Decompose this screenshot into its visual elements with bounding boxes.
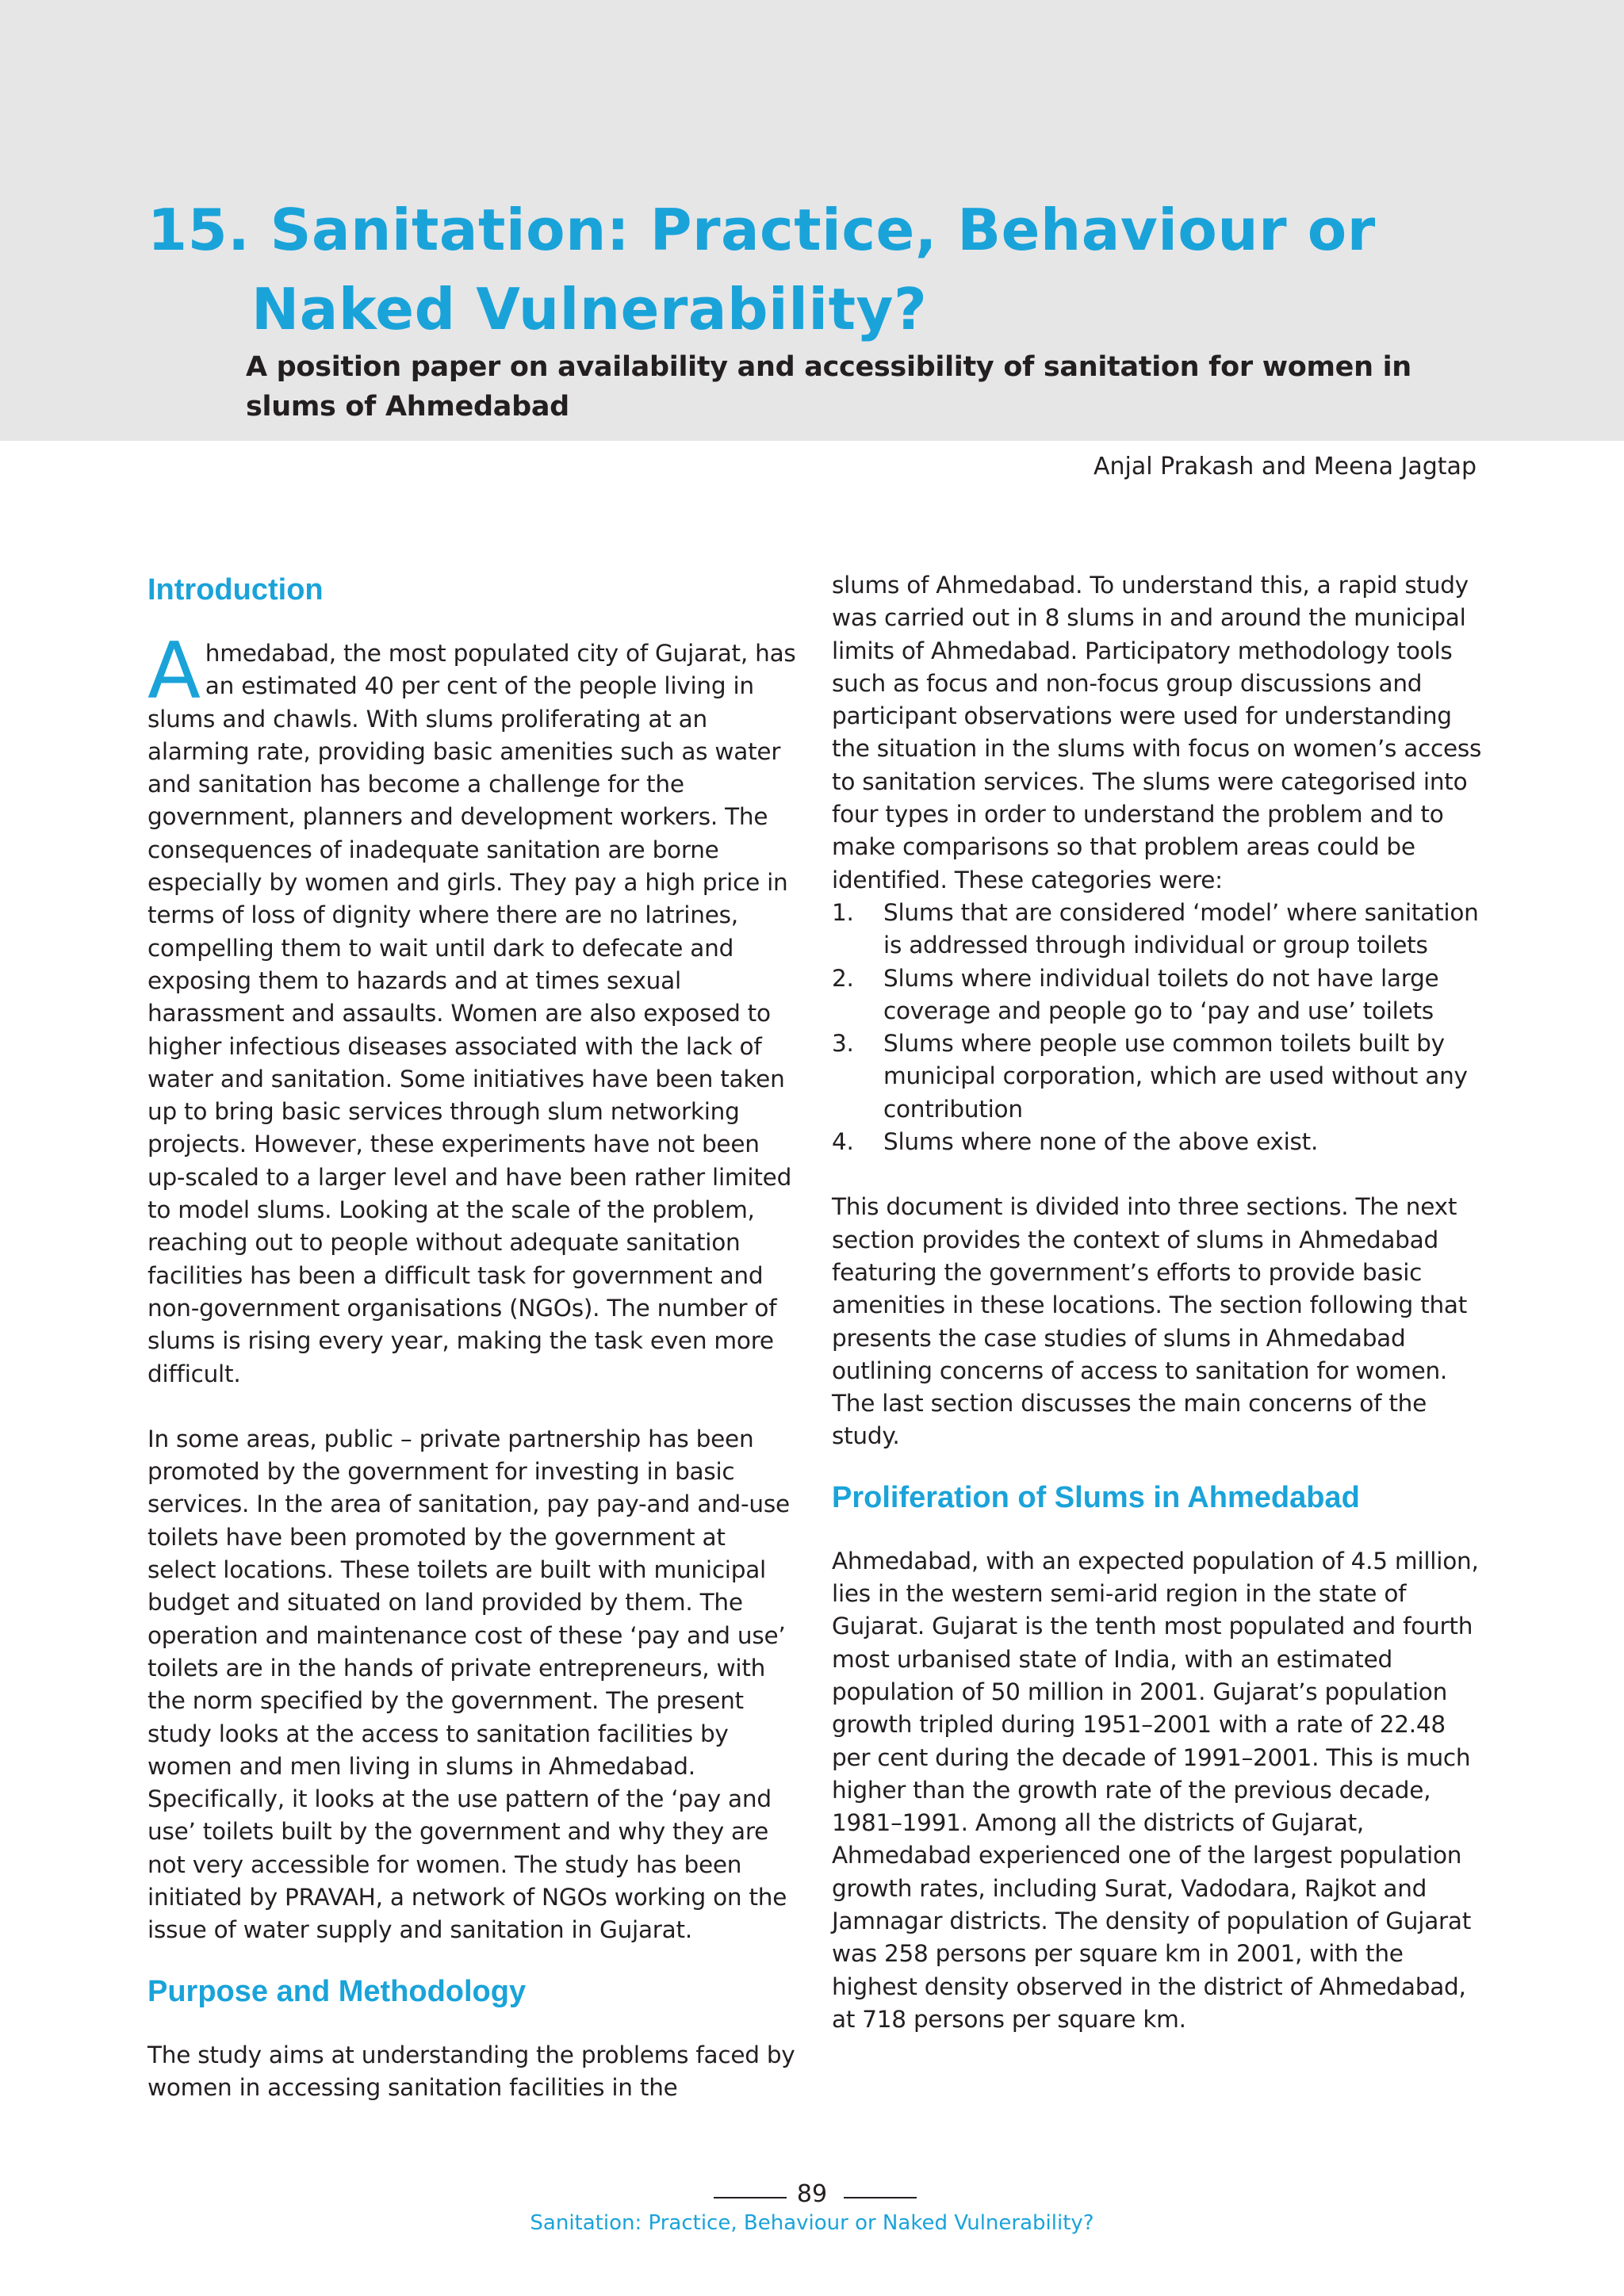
right-column	[832, 569, 1482, 2036]
drop-cap: A	[147, 626, 201, 717]
purpose-paragraph-continued: slums of Ahmedabad. To understand this, a rapid study was carried out in 8 slums in and around the municipal limits of Ahmedabad. Participatory methodology tools such as focus and non-focus group discussions and participant observations were used for understanding the situation in the slums with focus on women’s access to sanitation services. The slums were categorised into four types in order to understand the problem and to make comparisons so that problem areas could be identified. These categories were:	[832, 572, 1482, 894]
list-item: 3. Slums where people use common toilets built by municipal corporation, which are used without any contribution	[832, 1030, 1468, 1123]
chapter-title-text: Sanitation: Practice, Behaviour or Naked Vulnerability?	[251, 197, 1376, 342]
intro-paragraph-1-text: hmedabad, the most populated city of Gujarat, has an estimated 40 per cent of the people living in slums and chawls. With slums proliferating at an alarming rate, providing basic amenities such as water and sanitation has become a challenge for the government, planners and development workers. The consequences of inadequate sanitation are borne especially by women and girls. They pay a high price in terms of loss of dignity where there are no latrines, compelling them to wait until dark to defecate and exposing them to hazards and at times sexual harassment and assaults. Women are also exposed to higher infectious diseases associated with the lack of water and sanitation. Some initiatives have been taken up to bring basic services through slum networking projects. However, these experiments have not been up-scaled to a larger level and have been rather limited to model slums. Looking at the scale of the problem, reaching out to people without adequate sanitation facilities has been a difficult task for government and non-government organisations (NGOs). The number of slums is rising every year, making the task even more difficult.	[147, 640, 796, 1387]
chapter-subtitle: A position paper on availability and accessibility of sanitation for women in slums of Ahmedabad	[246, 351, 1411, 423]
page-number: 89	[796, 2180, 828, 2208]
list-item: 1. Slums that are considered ‘model’ where sanitation is addressed through individual or group toilets	[832, 898, 1479, 959]
authors: Anjal Prakash and Meena Jagtap	[1094, 453, 1477, 480]
slum-categories-list	[832, 897, 1482, 1158]
chapter-title	[147, 190, 1599, 349]
left-column	[147, 569, 798, 2104]
intro-paragraph-2: In some areas, public – private partnership has been promoted by the government for investing in basic services. In the area of sanitation, pay pay-and and-use toilets have been promoted by the government at select locations. These toilets are built with municipal budget and situated on land provided by them. The operation and maintenance cost of these ‘pay and use’ toilets are in the hands of private entrepreneurs, with the norm specified by the government. The present study looks at the access to sanitation facilities by women and men living in slums in Ahmedabad. Specifically, it looks at the use pattern of the ‘pay and use’ toilets built by the government and why they are not very accessible for women. The study has been initiated by PRAVAH, a network of NGOs working on the issue of water supply and sanitation in Gujarat.	[147, 1425, 790, 1944]
footer-rule-right	[844, 2197, 917, 2198]
document-structure-paragraph: This document is divided into three sections. The next section provides the context of slums in Ahmedabad featuring the government’s efforts to provide basic amenities in these locations. The section following that presents the case studies of slums in Ahmedabad outlining concerns of access to sanitation for women. The last section discusses the main concerns of the study.	[832, 1193, 1468, 1450]
section-heading-introduction: Introduction	[147, 573, 324, 607]
chapter-number: 15.	[147, 197, 251, 263]
list-item: 4. Slums where none of the above exist.	[832, 1128, 1319, 1156]
purpose-paragraph-start: The study aims at understanding the problems faced by women in accessing sanitation facilities in the	[147, 2041, 795, 2101]
running-footer-title: Sanitation: Practice, Behaviour or Naked Vulnerability?	[530, 2211, 1094, 2235]
intro-paragraph-1	[147, 626, 798, 1391]
section-heading-purpose: Purpose and Methodology	[147, 1974, 527, 2008]
proliferation-paragraph-1: Ahmedabad, with an expected population of 4.5 million, lies in the western semi-arid region in the state of Gujarat. Gujarat is the tenth most populated and fourth most urbanised state of India, with an estimated population of 50 million in 2001. Gujarat’s population growth tripled during 1951–2001 with a rate of 22.48 per cent during the decade of 1991–2001. This is much higher than the growth rate of the previous decade, 1981–1991. Among all the districts of Gujarat, Ahmedabad experienced one of the largest population growth rates, including Surat, Vadodara, Rajkot and Jamnagar districts. The density of population of Gujarat was 258 persons per square km in 2001, with the highest density observed in the district of Ahmedabad, at 718 persons per square km.	[832, 1547, 1479, 2033]
list-item: 2. Slums where individual toilets do not have large coverage and people go to ‘pay and use’ toilets	[832, 964, 1439, 1024]
section-heading-proliferation: Proliferation of Slums in Ahmedabad	[832, 1480, 1360, 1514]
